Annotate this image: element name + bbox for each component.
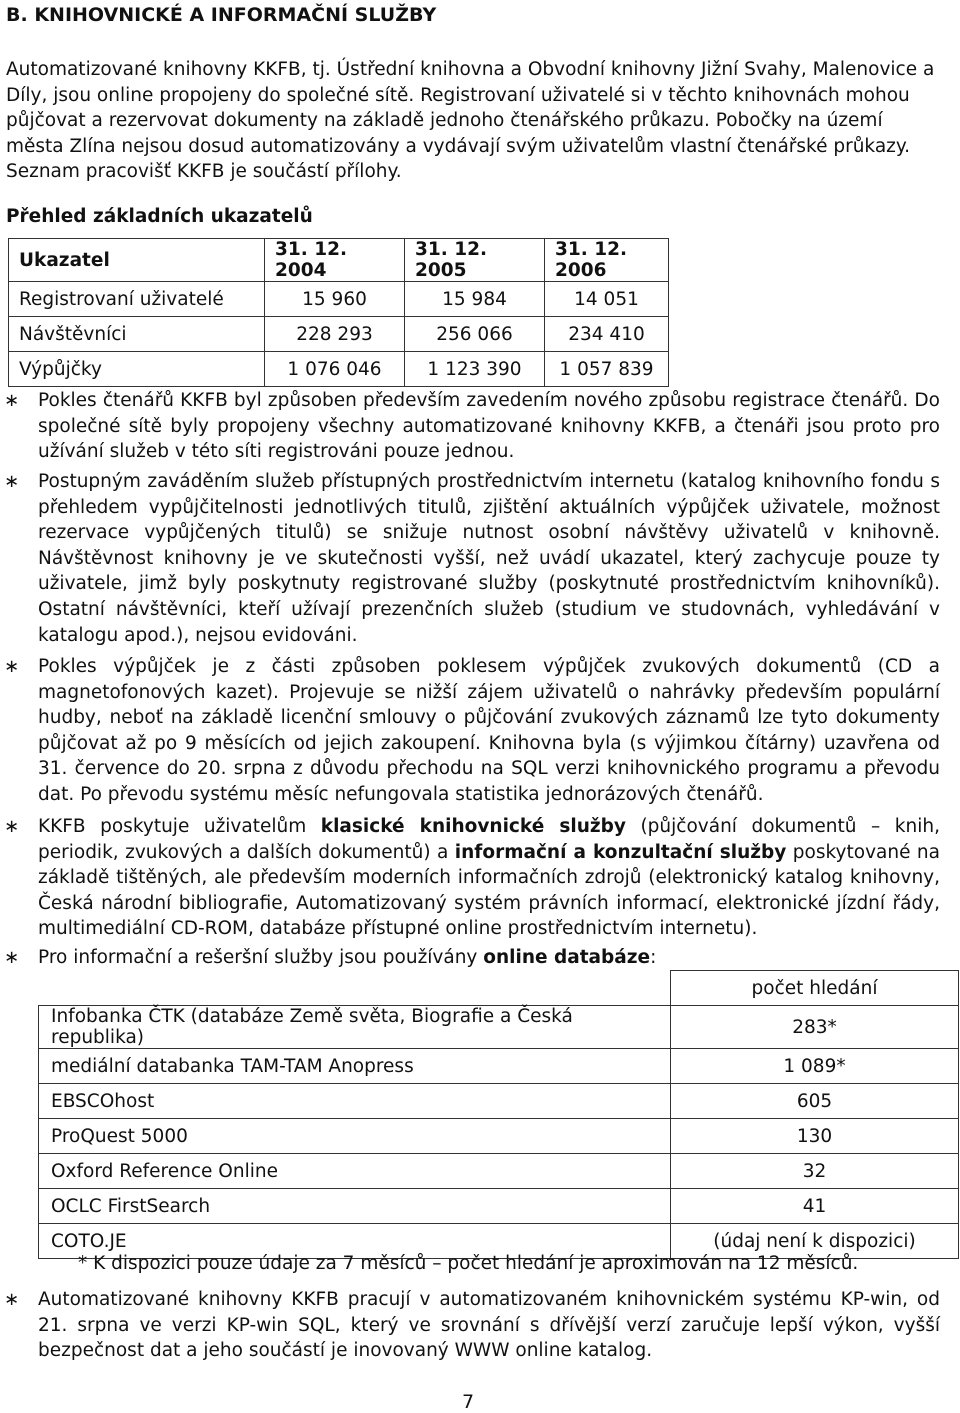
section-heading: B. KNIHOVNICKÉ A INFORMAČNÍ SLUŽBY <box>6 4 437 26</box>
bullet-paragraph: Postupným zaváděním služeb přístupných prostřednictvím internetu (katalog knihovního fondu s přehledem vypůjčitelnosti jednotlivých titulů, zjištění aktuálních výpůjček uživatele, možnost rezervace vypůjčených titulů) se snižuje nutnost osobní návštěvy uživatelů v knihovně. Návštěvnost knihovny je ve skutečnosti vyšší, než uvádí ukazatel, který zachycuje pouze ty uživatele, jimž byly poskytnuty registrované služby (poskytnuté prostřednictvím knihovníků). Ostatní návštěvníci, kteří užívají prezenčních služeb (studium ve studovnách, vyhledávání v katalogu apod.), nejsou evidováni. <box>38 471 940 646</box>
bullet-paragraph: Automatizované knihovny KKFB pracují v automatizovaném knihovnickém systému KP-win, od 21. srpna ve verzi KP-win SQL, který ve srovnání s dřívější verzí zaručuje lepší výkon, vyšší bezpečnost dat a jeho součástí je inovovaný WWW online katalog. <box>38 1289 940 1362</box>
footnote: * K dispozici pouze údaje za 7 měsíců – počet hledání je aproximován na 12 měsíců. <box>78 1253 859 1274</box>
bullet-paragraph: Pokles výpůjček je z části způsoben poklesem výpůjček zvukových dokumentů (CD a magnetofonových kazet). Projevuje se nižší zájem uživatelů o nahrávky především populární hudby, neboť na základě licenční smlouvy o půjčování zvukových záznamů lze tyto dokumenty půjčovat až po 9 měsících od jejich zakoupení. Knihovna byla (s výjimkou čítárny) uzavřena od 31. července do 20. srpna z důvodu přechodu na SQL verzi knihovnického programu a převodu dat. Po převodu systému měsíc nefungovala statistika jednorázových čtenářů. <box>38 656 940 805</box>
database-name: mediální databanka TAM-TAM Anopress <box>39 1049 671 1084</box>
bullet-asterisk-icon: ∗ <box>4 1289 20 1310</box>
indicators-table <box>8 238 669 387</box>
table-cell: Registrovaní uživatelé <box>9 282 265 317</box>
table-cell: 256 066 <box>405 317 545 352</box>
text-run: KKFB poskytuje uživatelům <box>38 816 321 837</box>
bullet-asterisk-icon: ∗ <box>4 471 20 492</box>
bold-text: informační a konzultační služby <box>454 841 787 863</box>
search-count: 283* <box>671 1006 959 1049</box>
search-count: 605 <box>671 1084 959 1119</box>
search-count: 130 <box>671 1119 959 1154</box>
text-run: (půjčování dokumentů – knih, periodik, zvukových a dalších dokumentů) a <box>38 816 940 863</box>
table-row <box>39 1119 959 1154</box>
table-cell: 15 960 <box>265 282 405 317</box>
table-cell: 234 410 <box>545 317 669 352</box>
text-run: : <box>650 947 657 968</box>
bold-text: klasické knihovnické služby <box>320 816 626 837</box>
database-name: Oxford Reference Online <box>39 1154 671 1189</box>
search-count: 41 <box>671 1189 959 1224</box>
bullet-asterisk-icon: ∗ <box>4 390 20 411</box>
table-cell: Návštěvníci <box>9 317 265 352</box>
table-cell: 14 051 <box>545 282 669 317</box>
table-row <box>39 1154 959 1189</box>
column-header: 31. 12. 2006 <box>545 239 669 282</box>
table-row <box>39 1084 959 1119</box>
database-name: ProQuest 5000 <box>39 1119 671 1154</box>
text-run: Pro informační a rešeršní služby jsou používány <box>38 947 484 968</box>
bullet-asterisk-icon: ∗ <box>4 656 20 677</box>
column-header: 31. 12. 2005 <box>405 239 545 282</box>
table-cell: 15 984 <box>405 282 545 317</box>
search-count: (údaj není k dispozici) <box>671 1224 959 1259</box>
column-header: 31. 12. 2004 <box>265 239 405 282</box>
intro-paragraph: Automatizované knihovny KKFB, tj. Ústřední knihovna a Obvodní knihovny Jižní Svahy, Malenovice a Díly, jsou online propojeny do společné sítě. Registrovaní uživatelé si v těchto knihovnách mohou půjčovat a rezervovat dokumenty na základě jednoho čtenářského průkazu. Pobočky na území města Zlína nejsou dosud automatizovány a vydávají svým uživatelům vlastní čtenářské průkazy. Seznam pracovišť KKFB je součástí přílohy. <box>6 59 935 183</box>
database-name: OCLC FirstSearch <box>39 1189 671 1224</box>
bullet-asterisk-icon: ∗ <box>4 816 20 837</box>
table-row <box>9 352 669 387</box>
bullet-paragraph <box>38 945 940 971</box>
search-count: 1 089* <box>671 1049 959 1084</box>
table-cell: 228 293 <box>265 317 405 352</box>
table-row <box>9 282 669 317</box>
databases-table <box>38 970 959 1259</box>
bullet-asterisk-icon: ∗ <box>4 947 20 968</box>
column-header: počet hledání <box>671 971 959 1006</box>
table-row <box>9 317 669 352</box>
table-header-row <box>9 239 669 282</box>
table-cell: 1 057 839 <box>545 352 669 387</box>
table-cell: 1 076 046 <box>265 352 405 387</box>
table-cell: 1 123 390 <box>405 352 545 387</box>
table-row <box>39 1189 959 1224</box>
bullet-paragraph: Pokles čtenářů KKFB byl způsoben především zavedením nového způsobu registrace čtenářů. Do společné sítě byly propojeny všechny automatizované knihovny KKFB, a čtenáři jsou proto pro užívání služeb v této síti registrováni pouze jednou. <box>38 390 940 463</box>
column-header: Ukazatel <box>9 239 265 282</box>
indicators-heading: Přehled základních ukazatelů <box>6 206 313 227</box>
table-cell: Výpůjčky <box>9 352 265 387</box>
table-row <box>39 1006 959 1049</box>
empty-header-cell <box>39 971 671 1006</box>
bullet-paragraph <box>38 814 940 942</box>
page-number: 7 <box>462 1391 475 1413</box>
database-name: Infobanka ČTK (databáze Země světa, Biografie a Česká republika) <box>39 1006 671 1049</box>
text-run: poskytované na základě tištěných, ale především moderních informačních zdrojů (elektronický katalog knihovny, Česká národní bibliografie, Automatizovaný systém právních informací, elektronické jízdní řády, multimediální CD-ROM, databáze přístupné online prostřednictvím internetu). <box>38 841 940 940</box>
database-name: EBSCOhost <box>39 1084 671 1119</box>
table-header-row <box>39 971 959 1006</box>
search-count: 32 <box>671 1154 959 1189</box>
bold-text: online databáze <box>483 947 651 968</box>
database-name: COTO.JE <box>39 1224 671 1259</box>
table-row <box>39 1049 959 1084</box>
